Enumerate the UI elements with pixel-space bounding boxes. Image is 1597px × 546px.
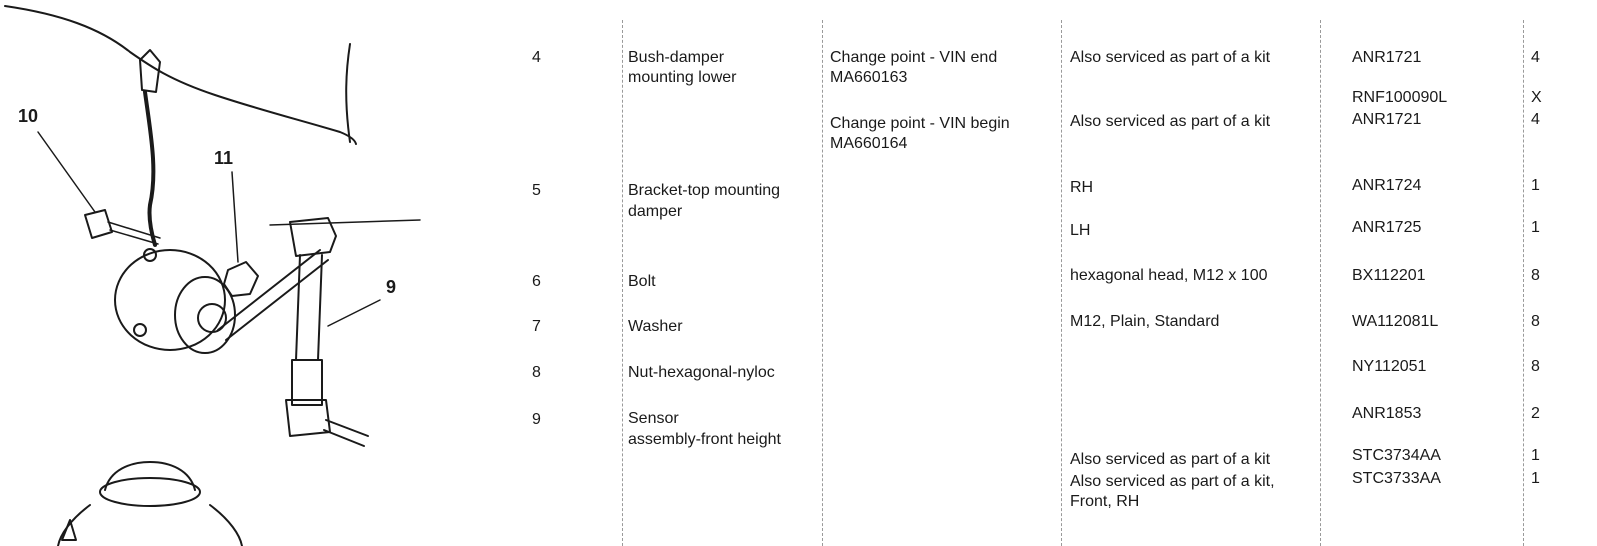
remarks: hexagonal head, M12 x 100 — [1070, 267, 1268, 284]
leader-11 — [232, 172, 238, 262]
part-number: STC3734AA — [1352, 447, 1441, 464]
connector-plug — [140, 50, 160, 92]
nut-shape — [224, 262, 258, 296]
part-description: mounting lower — [628, 69, 737, 86]
remarks: Also serviced as part of a kit — [1070, 113, 1271, 130]
item-number: 9 — [532, 411, 541, 428]
quantity: 4 — [1531, 49, 1540, 66]
quantity: 1 — [1531, 177, 1540, 194]
change-point: MA660164 — [830, 135, 908, 152]
change-point: MA660163 — [830, 69, 908, 86]
remarks: Front, RH — [1070, 493, 1140, 510]
sensor-cable — [145, 92, 155, 245]
leader-10 — [38, 132, 95, 212]
quantity: 1 — [1531, 447, 1540, 464]
body-edge-line — [346, 44, 350, 142]
part-number: ANR1725 — [1352, 219, 1422, 236]
reservoir-rim — [100, 478, 200, 506]
quantity: 2 — [1531, 405, 1540, 422]
remarks: RH — [1070, 179, 1094, 196]
exploded-view-illustration — [0, 0, 480, 546]
remarks: M12, Plain, Standard — [1070, 313, 1220, 330]
part-number: ANR1721 — [1352, 111, 1422, 128]
link-sleeve — [292, 360, 322, 405]
quantity: 8 — [1531, 267, 1540, 284]
part-description: Bracket-top mounting — [628, 182, 781, 199]
change-point: Change point - VIN begin — [830, 115, 1010, 132]
link-rod — [296, 255, 322, 360]
quantity: 8 — [1531, 313, 1540, 330]
part-number: NY112051 — [1352, 358, 1427, 375]
quantity: 1 — [1531, 470, 1540, 487]
part-description: damper — [628, 203, 683, 220]
quantity: X — [1531, 89, 1542, 106]
bolt-head — [85, 210, 112, 238]
part-description: Bush-damper — [628, 49, 725, 66]
item-number: 6 — [532, 273, 541, 290]
item-number: 7 — [532, 318, 541, 335]
part-description: Sensor — [628, 410, 679, 427]
mount-hole-bottom — [134, 324, 146, 336]
part-number: WA112081L — [1352, 313, 1439, 330]
remarks: LH — [1070, 222, 1091, 239]
part-number: ANR1724 — [1352, 177, 1422, 194]
change-point: Change point - VIN end — [830, 49, 998, 66]
body-outline-line — [5, 6, 356, 144]
column-divider — [1061, 20, 1062, 546]
quantity: 4 — [1531, 111, 1540, 128]
remarks: Also serviced as part of a kit — [1070, 49, 1271, 66]
callout-10: 10 — [18, 106, 39, 126]
part-description: Nut-hexagonal-nyloc — [628, 364, 775, 381]
column-divider — [1523, 20, 1524, 546]
column-divider — [822, 20, 823, 546]
part-description: assembly-front height — [628, 431, 781, 448]
part-description: Bolt — [628, 273, 656, 290]
part-description: Washer — [628, 318, 683, 335]
part-number: RNF100090L — [1352, 89, 1448, 106]
column-divider — [622, 20, 623, 546]
part-number: ANR1721 — [1352, 49, 1422, 66]
callout-11: 11 — [214, 148, 234, 168]
reservoir-body — [58, 505, 242, 546]
part-number: STC3733AA — [1352, 470, 1441, 487]
column-divider — [1320, 20, 1321, 546]
sensor-housing — [115, 250, 225, 350]
leader-9 — [328, 300, 380, 326]
item-number: 4 — [532, 49, 541, 66]
item-number: 5 — [532, 182, 541, 199]
part-number: BX112201 — [1352, 267, 1426, 284]
reservoir-cap — [105, 462, 195, 490]
remarks: Also serviced as part of a kit, — [1070, 473, 1275, 490]
quantity: 8 — [1531, 358, 1540, 375]
lower-stud — [324, 420, 368, 446]
part-number: ANR1853 — [1352, 405, 1422, 422]
quantity: 1 — [1531, 219, 1540, 236]
item-number: 8 — [532, 364, 541, 381]
remarks: Also serviced as part of a kit — [1070, 451, 1271, 468]
callout-9: 9 — [386, 277, 397, 297]
